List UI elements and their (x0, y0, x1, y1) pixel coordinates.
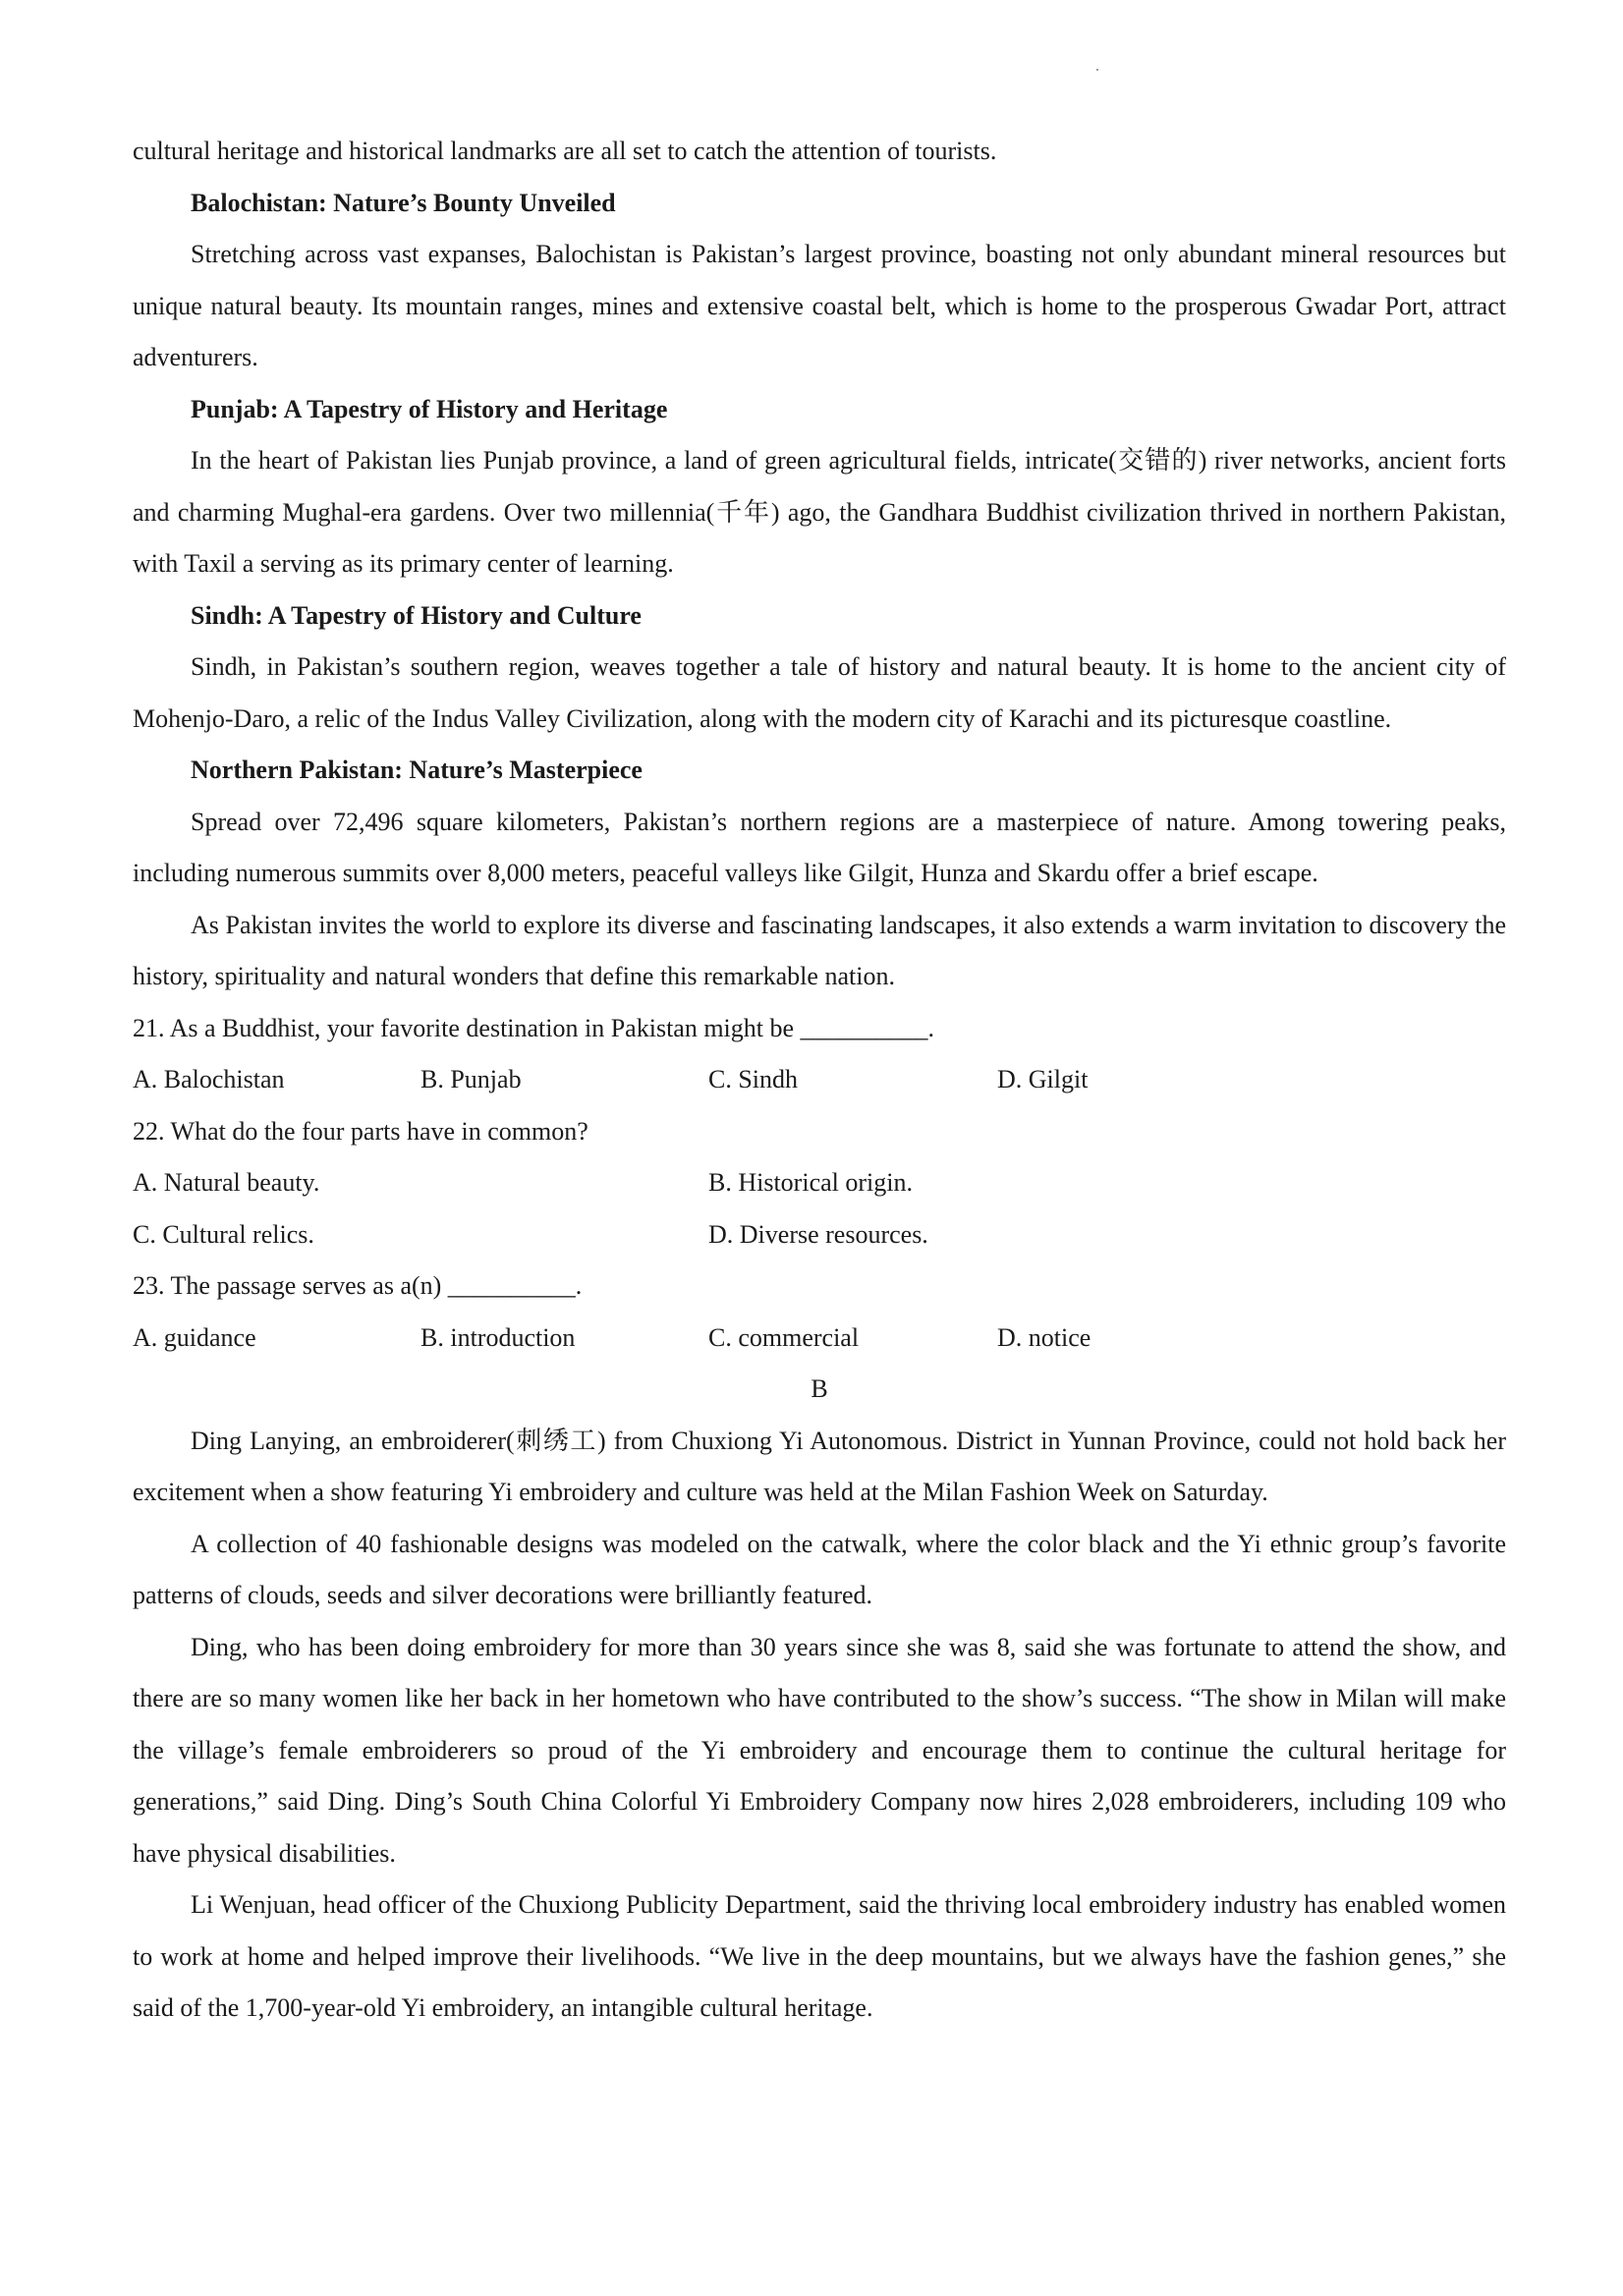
option-a: A. Balochistan (133, 1065, 285, 1093)
section-heading-sindh: Sindh: A Tapestry of History and Culture (191, 600, 642, 630)
question-21-options (133, 1054, 1506, 1106)
passage-a-intro-tail: cultural heritage and historical landmarks are all set to catch the attention of tourists. (133, 137, 997, 165)
section-text-punjab: In the heart of Pakistan lies Punjab province, a land of green agricultural fields, intricate(交错的) river networks, ancient forts and charming Mughal-era gardens. Over two millennia(千年) ago, the Gandhara Buddhist civilization thrived in northern Pakistan, with Taxil a serving as its primary center of learning. (133, 446, 1506, 578)
passage-a-closing: As Pakistan invites the world to explore its diverse and fascinating landscapes, it also extends a warm invitation to discovery the history, spirituality and natural wonders that define this remarkable nation. (133, 910, 1506, 990)
option-b: B. Historical origin. (708, 1168, 913, 1197)
section-text-northern: Spread over 72,496 square kilometers, Pakistan’s northern regions are a masterpiece of nature. Among towering peaks, including numerous summits over 8,000 meters, peaceful valleys like Gilgit, Hunza and Skardu offer a brief escape. (133, 807, 1506, 887)
passage-b-paragraph-2: A collection of 40 fashionable designs was modeled on the catwalk, where the color black and the Yi ethnic group’s favorite patterns of clouds, seeds and silver decorations were brilliantly featured. (133, 1529, 1506, 1609)
question-23-stem: 23. The passage serves as a(n) __________. (133, 1271, 583, 1300)
section-heading-northern: Northern Pakistan: Nature’s Masterpiece (191, 756, 643, 784)
option-d: D. Gilgit (997, 1065, 1089, 1093)
passage-b-label: B (811, 1374, 828, 1403)
section-heading-balochistan: Balochistan: Nature’s Bounty Unveiled (191, 188, 616, 217)
section-text-sindh: Sindh, in Pakistan’s southern region, weaves together a tale of history and natural beauty. It is home to the ancient city of Mohenjo-Daro, a relic of the Indus Valley Civilization, along with the modern city of Karachi and its picturesque coastline. (133, 652, 1506, 733)
option-a: A. Natural beauty. (133, 1168, 320, 1197)
question-22-options-row2 (133, 1209, 1506, 1261)
option-c: C. Sindh (708, 1065, 799, 1093)
option-d: D. Diverse resources. (708, 1219, 928, 1249)
option-c: C. Cultural relics. (133, 1219, 314, 1249)
section-heading-punjab: Punjab: A Tapestry of History and Heritage (191, 394, 668, 423)
passage-b-paragraph-1: Ding Lanying, an embroiderer(刺绣工) from Chuxiong Yi Autonomous. District in Yunnan Province, could not hold back her excitement when a show featuring Yi embroidery and culture was held at the Milan Fashion Week on Saturday. (133, 1426, 1506, 1506)
option-c: C. commercial (708, 1322, 860, 1352)
exam-page (133, 126, 1506, 2035)
question-23-options (133, 1313, 1506, 1365)
option-b: B. Punjab (420, 1065, 522, 1093)
question-22-options-row1 (133, 1157, 1506, 1209)
option-a: A. guidance (133, 1322, 256, 1352)
scan-speck (1096, 69, 1098, 71)
section-text-balochistan: Stretching across vast expanses, Balochistan is Pakistan’s largest province, boasting not only abundant mineral resources but unique natural beauty. Its mountain ranges, mines and extensive coastal belt, which is home to the prosperous Gwadar Port, attract adventurers. (133, 240, 1506, 371)
passage-b-paragraph-4: Li Wenjuan, head officer of the Chuxiong Publicity Department, said the thriving local embroidery industry has enabled women to work at home and helped improve their livelihoods. “We live in the deep mountains, but we always have the fashion genes,” she said of the 1,700-year-old Yi embroidery, an intangible cultural heritage. (133, 1890, 1506, 2022)
option-d: D. notice (997, 1322, 1091, 1352)
question-22-stem: 22. What do the four parts have in common? (133, 1116, 588, 1146)
option-b: B. introduction (420, 1322, 576, 1352)
passage-b-paragraph-3: Ding, who has been doing embroidery for more than 30 years since she was 8, said she was fortunate to attend the show, and there are so many women like her back in her hometown who have contributed to the show’s success. “The show in Milan will make the village’s female embroiderers so proud of the Yi embroidery and encourage them to continue the cultural heritage for generations,” said Ding. Ding’s South China Colorful Yi Embroidery Company now hires 2,028 embroiderers, including 109 who have physical disabilities. (133, 1632, 1506, 1868)
question-21-stem: 21. As a Buddhist, your favorite destination in Pakistan might be __________. (133, 1013, 935, 1042)
